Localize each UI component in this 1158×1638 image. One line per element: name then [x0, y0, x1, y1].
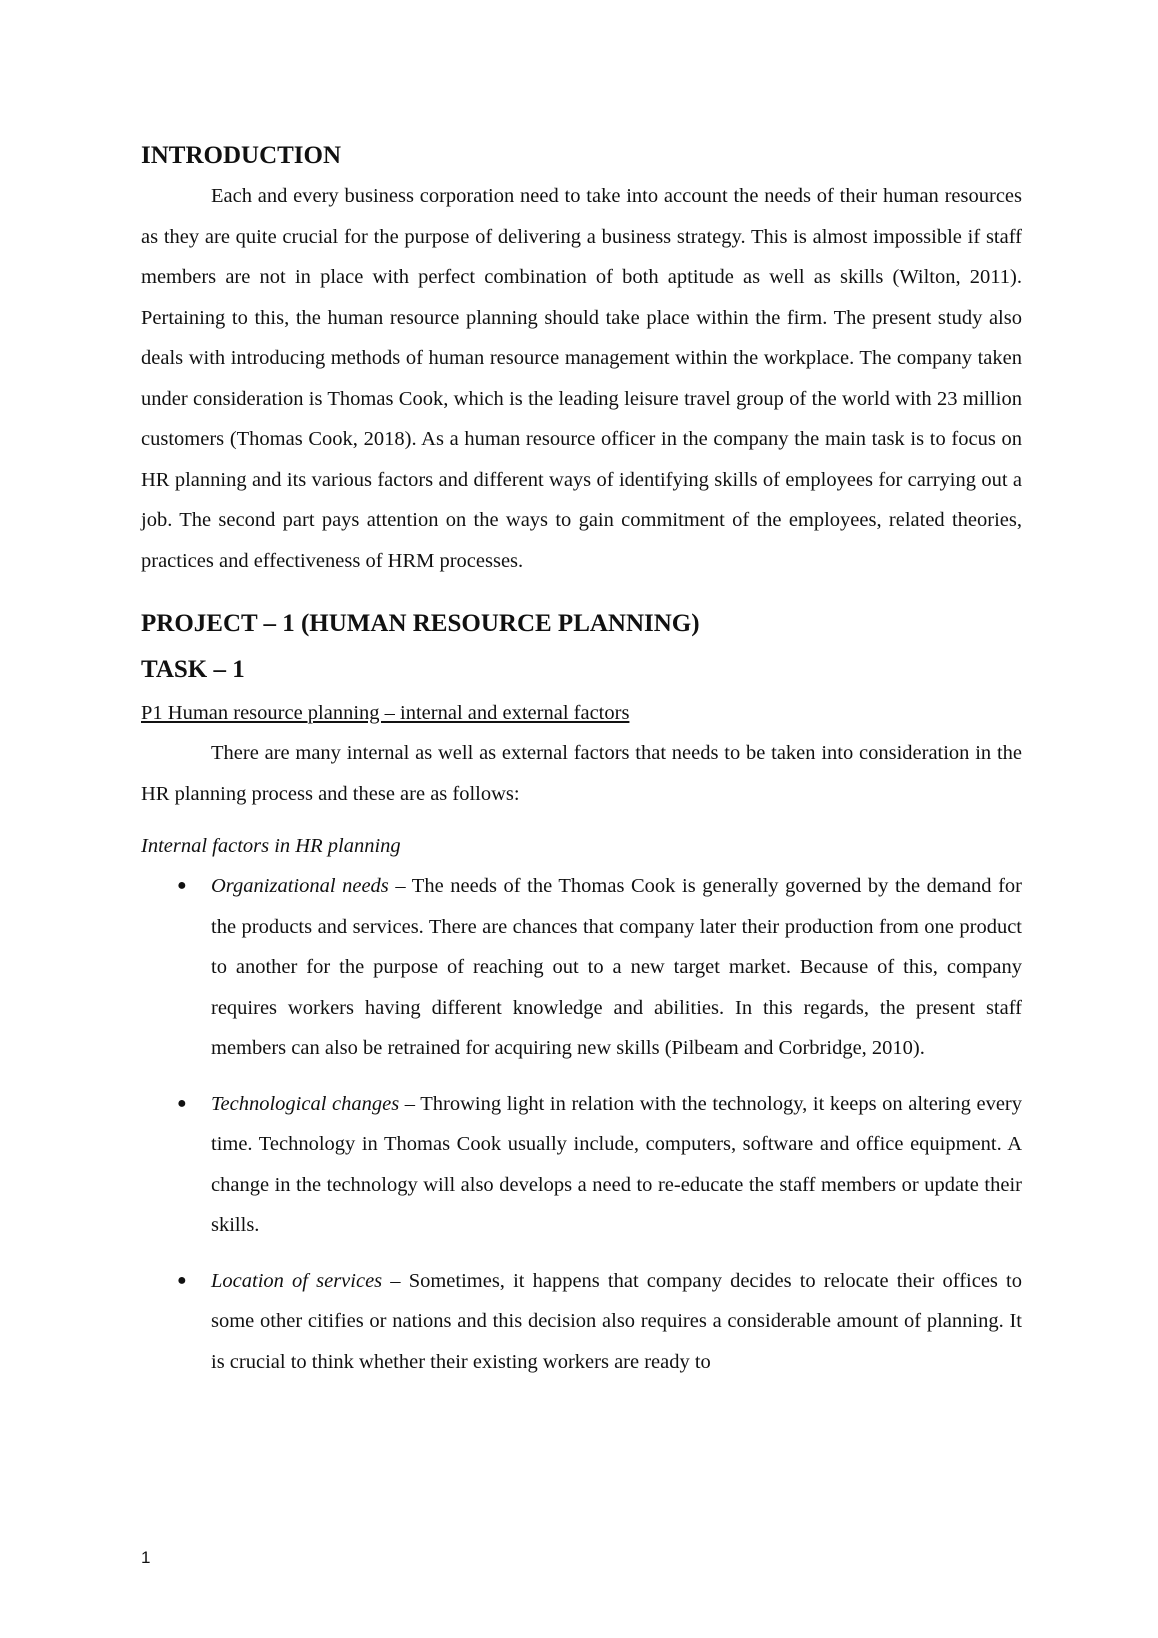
item-text: – Throwing light in relation with the technology, it keeps on altering every time. Technology in Thomas Cook usually include, computers, software and office equipment. A change in the technology will also develops a need to re-educate the staff members or update their skills. — [211, 1092, 1022, 1236]
page-number: 1 — [141, 1548, 151, 1567]
item-term: Technological changes — [211, 1092, 400, 1115]
list-item — [141, 1261, 1022, 1383]
list-item — [141, 866, 1022, 1069]
page-content — [141, 136, 1022, 1397]
bullet-icon: ● — [177, 877, 187, 894]
project-heading: PROJECT – 1 (HUMAN RESOURCE PLANNING) — [141, 610, 700, 637]
item-text: – The needs of the Thomas Cook is generally governed by the demand for the products and services. There are chances that company later their production from one product to another for the purpose of reaching out to a new target market. Because of this, company requires workers having different knowledge and abilities. In this regards, the present staff members can also be retrained for acquiring new skills (Pilbeam and Corbridge, 2010). — [211, 875, 1022, 1059]
list-item — [141, 1084, 1022, 1246]
bullet-icon: ● — [177, 1271, 187, 1289]
internal-factors-heading: Internal factors in HR planning — [141, 835, 401, 857]
introduction-paragraph: Each and every business corporation need to take into account the needs of their human resources as they are quite crucial for the purpose of delivering a business strategy. This is almost impossible if staff members are not in place with perfect combination of both aptitude as well as skills (Wilton, 2011). Pertaining to this, the human resource planning should take place within the firm. The present study also deals with introducing methods of human resource management within the workplace. The company taken under consideration is Thomas Cook, which is the leading leisure travel group of the world with 23 million customers (Thomas Cook, 2018). As a human resource officer in the company the main task is to focus on HR planning and its various factors and different ways of identifying skills of employees for carrying out a job. The second part pays attention on the ways to gain commitment of the employees, related theories, practices and effectiveness of HRM processes. — [141, 185, 1022, 572]
task-heading: TASK – 1 — [141, 656, 245, 683]
bullet-icon: ● — [177, 1094, 187, 1112]
internal-factors-list — [141, 866, 1022, 1382]
introduction-heading: INTRODUCTION — [141, 142, 342, 169]
section-subheading: P1 Human resource planning – internal and external factors — [141, 702, 630, 724]
item-term: Location of services — [211, 1269, 383, 1292]
factors-intro-paragraph: There are many internal as well as external factors that needs to be taken into consideration in the HR planning process and these are as follows: — [141, 742, 1022, 805]
item-term: Organizational needs — [211, 875, 389, 897]
item-text: – Sometimes, it happens that company decides to relocate their offices to some other citifies or nations and this decision also requires a considerable amount of planning. It is crucial to think whether their existing workers are ready to — [211, 1269, 1022, 1373]
